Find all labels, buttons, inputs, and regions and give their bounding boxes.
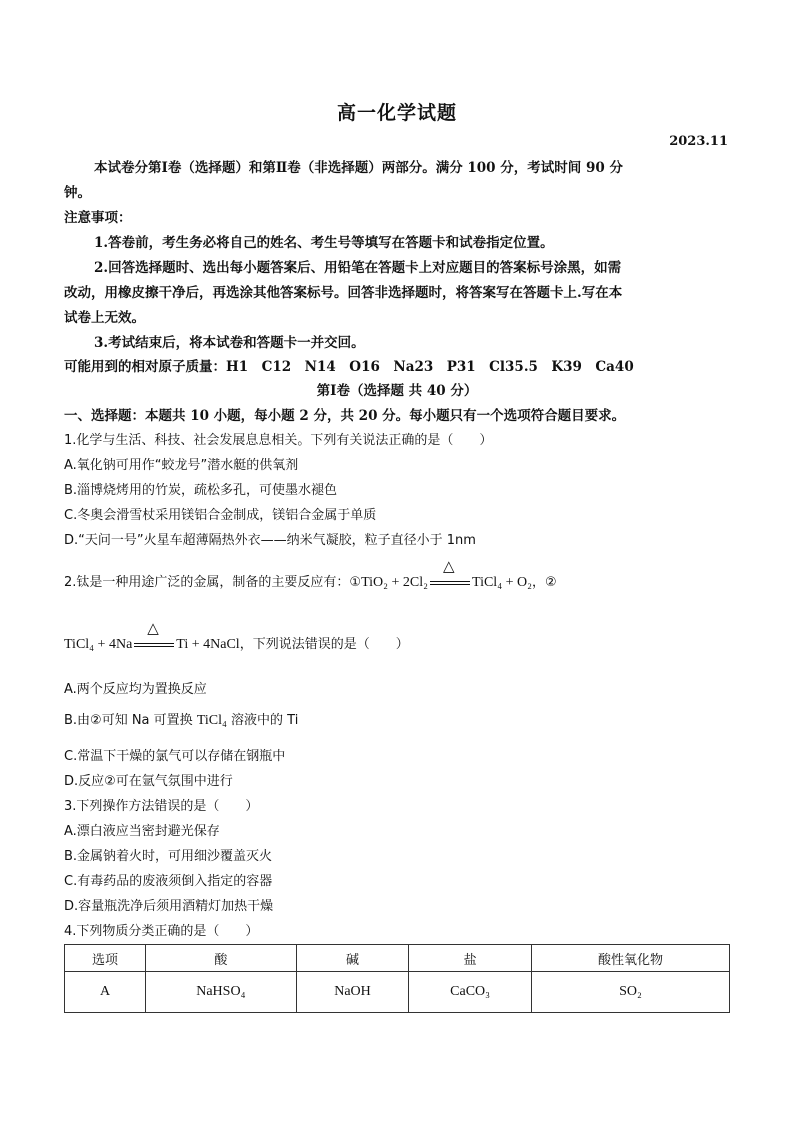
q2-option-c: C.常温下干燥的氯气可以存储在钢瓶中	[64, 749, 286, 764]
q1-option-b: B.淄博烧烤用的竹炭，疏松多孔，可使墨水褪色	[64, 483, 338, 498]
notice-3: 3.考试结束后，将本试卷和答题卡一并交回。	[94, 335, 365, 351]
table-cell: SO₂	[531, 972, 729, 1013]
reaction1-heat-arrow	[430, 556, 470, 590]
table-header-row	[65, 945, 730, 972]
reaction2-left: TiCl₄ + 4Na	[64, 637, 133, 652]
q2-option-d: D.反应②可在氩气氛围中进行	[64, 774, 233, 789]
intro-line-1: 本试卷分第Ⅰ卷（选择题）和第Ⅱ卷（非选择题）两部分。满分 100 分，考试时间 90 分	[94, 160, 623, 176]
atomic-mass-line: 可能用到的相对原子质量：H1 C12 N14 O16 Na23 P31 Cl35.5 K39 Ca40	[64, 359, 634, 375]
table-row	[65, 972, 730, 1013]
table-header-cell: 选项	[65, 945, 146, 972]
table-header-cell: 盐	[409, 945, 532, 972]
reaction2-heat-arrow	[134, 618, 174, 652]
notice-2-line-2: 改动，用橡皮擦干净后，再选涂其他答案标号。回答非选择题时，将答案写在答题卡上.写在本	[64, 285, 623, 301]
section1-heading: 一、选择题：本题共 10 小题，每小题 2 分，共 20 分。每小题只有一个选项符合题目要求。	[64, 408, 626, 424]
q3-option-b: B.金属钠着火时，可用细沙覆盖灭火	[64, 849, 273, 864]
table-header-cell: 酸性氧化物	[531, 945, 729, 972]
table-cell: NaHSO₄	[146, 972, 297, 1013]
table-cell: A	[65, 972, 146, 1013]
classification-table	[64, 944, 730, 1013]
q3-stem: 3.下列操作方法错误的是（ ）	[64, 799, 259, 814]
q2-stem-pre: 2.钛是一种用途广泛的金属，制备的主要反应有：①	[64, 575, 362, 590]
table-header-cell: 酸	[146, 945, 297, 972]
notice-title: 注意事项：	[64, 210, 132, 226]
reaction2-right: Ti + 4NaCl	[176, 637, 240, 652]
q3-option-d: D.容量瓶洗净后须用酒精灯加热干燥	[64, 899, 274, 914]
q3-option-c: C.有毒药品的废液须倒入指定的容器	[64, 874, 273, 889]
q1-stem: 1.化学与生活、科技、社会发展息息相关。下列有关说法正确的是（ ）	[64, 433, 493, 448]
q4-stem: 4.下列物质分类正确的是（ ）	[64, 924, 259, 939]
q2-option-b-pre: B.由②可知 Na 可置换	[64, 713, 193, 728]
q2-option-b	[64, 711, 730, 731]
q1-option-c: C.冬奥会滑雪杖采用镁铝合金制成，镁铝合金属于单质	[64, 508, 377, 523]
q1-option-a: A.氧化钠可用作“蛟龙号”潜水艇的供氧剂	[64, 458, 299, 473]
heat-symbol: △	[443, 556, 455, 575]
intro-line-2: 钟。	[64, 185, 91, 201]
heat-symbol: △	[147, 618, 159, 637]
q2-stem-post: ，下列说法错误的是（ ）	[239, 637, 409, 652]
notice-2-line-1: 2.回答选择题时、选出每小题答案后、用铅笔在答题卡上对应题目的答案标号涂黑，如需	[94, 260, 622, 276]
table-cell: CaCO₃	[409, 972, 532, 1013]
q2-stem-line-2	[64, 618, 730, 655]
q2-option-a: A.两个反应均为置换反应	[64, 682, 207, 697]
exam-date: 2023.11	[669, 134, 728, 149]
reaction1-right: TiCl₄ + O₂	[472, 575, 532, 590]
q2-option-b-chem: TiCl₄	[196, 713, 227, 728]
notice-2-line-3: 试卷上无效。	[64, 310, 145, 326]
table-cell: NaOH	[296, 972, 409, 1013]
notice-1: 1.答卷前，考生务必将自己的姓名、考生号等填写在答题卡和试卷指定位置。	[94, 235, 554, 251]
q2-stem-line-1	[64, 556, 730, 593]
reaction1-left: TiO₂ + 2Cl₂	[361, 575, 429, 590]
reaction-separator: ，②	[531, 575, 557, 590]
q3-option-a: A.漂白液应当密封避光保存	[64, 824, 220, 839]
q2-option-b-post: 溶液中的 Ti	[231, 713, 299, 728]
exam-title: 高一化学试题	[336, 102, 457, 124]
q1-option-d: D.“天问一号”火星车超薄隔热外衣——纳米气凝胶，粒子直径小于 1nm	[64, 533, 476, 548]
table-header-cell: 碱	[296, 945, 409, 972]
part1-title: 第Ⅰ卷（选择题 共 40 分）	[316, 383, 478, 399]
